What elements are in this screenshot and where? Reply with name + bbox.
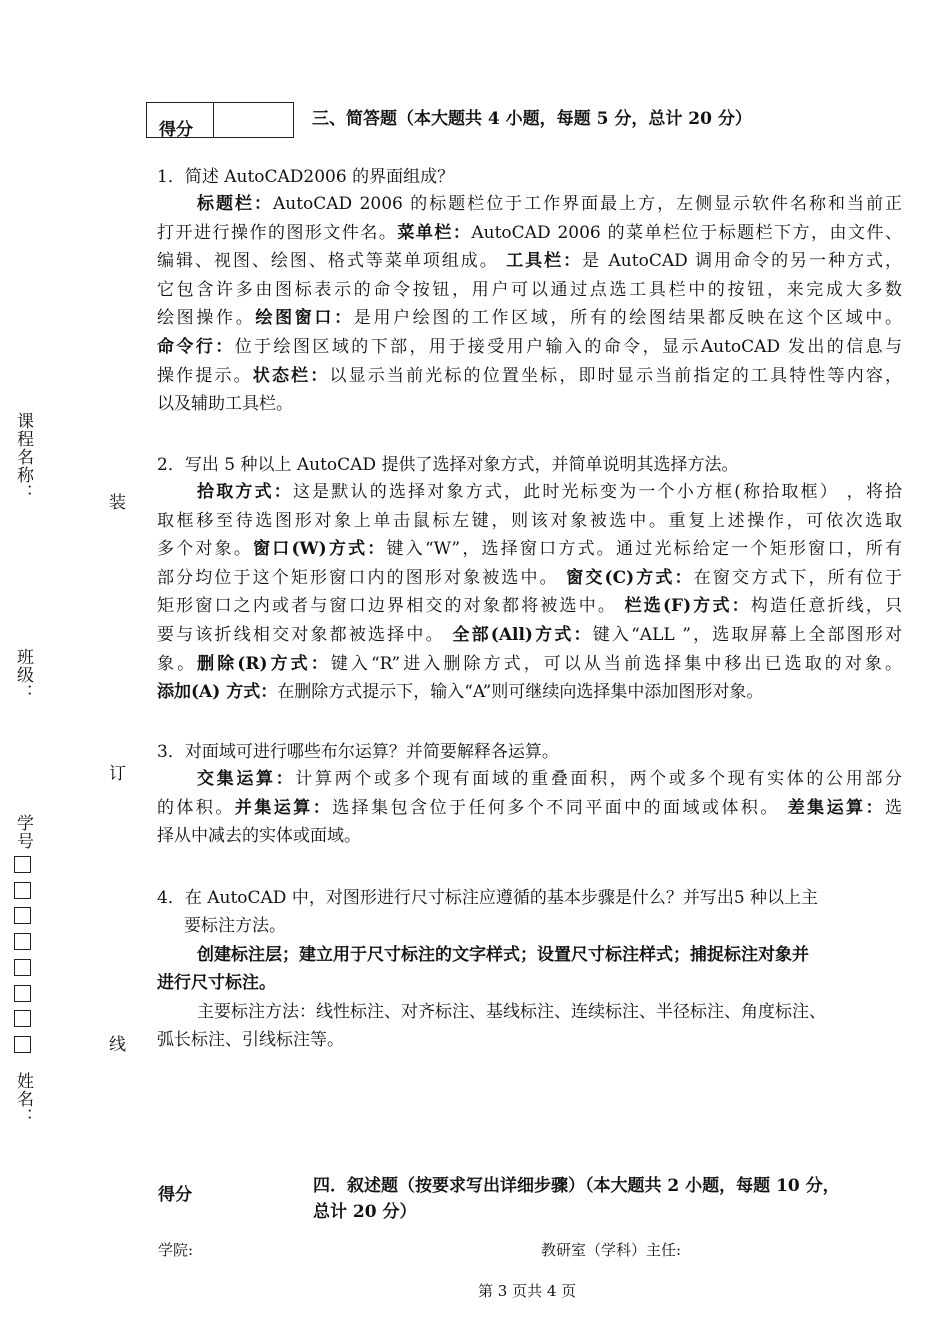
text-span: 以及辅助工具栏。 [157, 394, 293, 415]
term-label: 全部(All)方式： [452, 625, 593, 645]
term-label: 添加(A) 方式： [157, 682, 278, 703]
q1-body-line [157, 219, 902, 248]
text-span: 键入“R”进入删除方式，可以从当前选择集中移出已选取的对象。 [330, 653, 903, 674]
q4-question-line2: 要标注方法。 [184, 916, 286, 936]
text-span: 择从中减去的实体或面域。 [157, 826, 361, 847]
binding-mark-zhuang: 装 [109, 493, 126, 513]
q1-body-line [157, 390, 902, 419]
text-span: 的体积。 [157, 797, 235, 818]
text-span: 在删除方式提示下，输入“A”则可继续向选择集中添加图形对象。 [277, 682, 764, 703]
text-span: 编辑、视图、绘图、格式等菜单项组成。 [157, 251, 507, 272]
binding-mark-xian: 线 [109, 1035, 126, 1055]
q4-steps-line2: 进行尺寸标注。 [157, 973, 276, 993]
text-span: 是 AutoCAD 调用命令的另一种方式， [582, 251, 903, 272]
q2-body-line [157, 592, 902, 621]
text-span: 在窗交方式下，所有位于 [693, 567, 902, 588]
section3-title: 三、简答题（本大题共 4 小题，每题 5 分，总计 20 分） [312, 109, 752, 129]
term-label: 差集运算： [787, 797, 886, 818]
q2-body-line [157, 678, 902, 707]
term-label: 窗交(C)方式： [566, 567, 694, 588]
score-box-divider [213, 103, 214, 137]
q1-body-line [197, 190, 902, 219]
text-span: 位于绘图区域的下部，用于接受用户输入的命令，显示AutoCAD 发出的信息与 [234, 337, 903, 357]
text-span: 这是默认的选择对象方式，此时光标变为一个小方框(称拾取框） ，将拾 [292, 482, 903, 502]
q2-body-line [197, 478, 902, 507]
text-span: 打开进行操作的图形文件名。 [157, 222, 398, 243]
q4-question-line1: 4．在 AutoCAD 中，对图形进行尺寸标注应遵循的基本步骤是什么？并写出5 种以上主 [157, 888, 819, 908]
student-id-digit-box[interactable] [14, 1036, 31, 1053]
footer-page-number: 第 3 页共 4 页 [478, 1282, 577, 1300]
term-label: 拾取方式： [197, 482, 293, 502]
q2-question: 2．写出 5 种以上 AutoCAD 提供了选择对象方式，并简单说明其选择方法。 [157, 455, 739, 475]
footer-college: 学院: [158, 1241, 194, 1259]
term-label: 标题栏： [197, 194, 273, 214]
text-span: 是用户绘图的工作区域，所有的绘图结果都反映在这个区域中。 [353, 308, 903, 329]
name-label: 姓名： [13, 1072, 33, 1126]
score-box [146, 102, 294, 138]
q2-body-line [157, 535, 902, 564]
text-span: 以显示当前光标的位置坐标，即时显示当前指定的工具特性等内容， [329, 365, 903, 386]
course-name-label: 课程名称： [13, 412, 33, 502]
student-id-digit-box[interactable] [14, 882, 31, 899]
text-span: 取框移至待选图形对象上单击鼠标左键，则该对象被选中。重复上述操作，可依次选取 [157, 510, 902, 531]
class-label: 班级： [13, 648, 33, 702]
text-span: 多个对象。 [157, 539, 254, 560]
section4-title-line1: 四．叙述题（按要求写出详细步骤）（本大题共 2 小题，每题 10 分， [313, 1176, 840, 1196]
q2-body-line [157, 564, 902, 593]
term-label: 栏选(F)方式： [624, 596, 751, 617]
term-label: 状态栏： [252, 365, 330, 386]
term-label: 删除(R)方式： [197, 653, 331, 674]
student-id-digit-box[interactable] [14, 959, 31, 976]
q1-question: 1．简述 AutoCAD2006 的界面组成？ [157, 167, 455, 187]
student-id-digit-box[interactable] [14, 907, 31, 924]
text-span: 选择集包含位于任何多个不同平面中的面域或体积。 [332, 797, 788, 818]
q1-body-line [157, 247, 902, 276]
text-span: 要与该折线相交对象都被选择中。 [157, 625, 453, 645]
student-id-label: 学号 [13, 814, 33, 850]
q1-body-line [157, 362, 902, 391]
student-id-digit-box[interactable] [14, 856, 31, 873]
q1-body-line [157, 276, 902, 305]
text-span: 象。 [157, 653, 198, 674]
term-label: 交集运算： [197, 769, 296, 789]
student-id-digit-box[interactable] [14, 933, 31, 950]
term-label: 菜单栏： [397, 222, 472, 243]
q4-methods-line2: 弧长标注、引线标注等。 [157, 1030, 344, 1050]
q3-question: 3．对面域可进行哪些布尔运算？并简要解释各运算。 [157, 742, 559, 762]
student-id-digit-box[interactable] [14, 1010, 31, 1027]
q3-body-line [197, 765, 902, 794]
text-span: 操作提示。 [157, 365, 253, 386]
text-span: 它包含许多由图标表示的命令按钮，用户可以通过点选工具栏中的按钮，来完成大多数 [157, 279, 902, 300]
q3-body-line [157, 822, 902, 851]
binding-mark-ding: 订 [109, 764, 126, 784]
text-span: AutoCAD 2006 的菜单栏位于标题栏下方，由文件、 [471, 222, 903, 243]
term-label: 命令行： [157, 337, 235, 357]
text-span: 键入“ALL ”，选取屏幕上全部图形对 [592, 625, 902, 645]
section4-score-label: 得分 [158, 1185, 192, 1205]
text-span: 绘图操作。 [157, 308, 256, 329]
term-label: 并集运算： [234, 797, 333, 818]
q2-body-line [157, 507, 902, 536]
q4-steps-line1: 创建标注层；建立用于尺寸标注的文字样式；设置尺寸标注样式；捕捉标注对象并 [197, 945, 809, 965]
text-span: 构造任意折线，只 [750, 596, 903, 617]
score-label: 得分 [159, 120, 193, 140]
q1-body-line [157, 333, 902, 362]
text-span: 选 [885, 797, 903, 818]
text-span: 键入“W”，选择窗口方式。通过光标给定一个矩形窗口，所有 [386, 539, 902, 560]
q1-body-line [157, 304, 902, 333]
section4-title-line2: 总计 20 分） [313, 1202, 417, 1222]
text-span: 计算两个或多个现有面域的重叠面积，两个或多个现有实体的公用部分 [295, 769, 903, 789]
q2-body-line [157, 650, 902, 679]
q2-body-line [157, 621, 902, 650]
q3-body-line [157, 794, 902, 823]
text-span: 部分均位于这个矩形窗口内的图形对象被选中。 [157, 567, 567, 588]
term-label: 窗口(W)方式： [253, 539, 387, 560]
term-label: 绘图窗口： [255, 308, 354, 329]
text-span: AutoCAD 2006 的标题栏位于工作界面最上方，左侧显示软件名称和当前正 [272, 194, 902, 214]
term-label: 工具栏： [506, 251, 583, 272]
q4-methods-line1: 主要标注方法：线性标注、对齐标注、基线标注、连续标注、半径标注、角度标注、 [197, 1002, 826, 1022]
text-span: 矩形窗口之内或者与窗口边界相交的对象都将被选中。 [157, 596, 625, 617]
student-id-digit-box[interactable] [14, 985, 31, 1002]
footer-director: 教研室（学科）主任: [541, 1241, 682, 1259]
